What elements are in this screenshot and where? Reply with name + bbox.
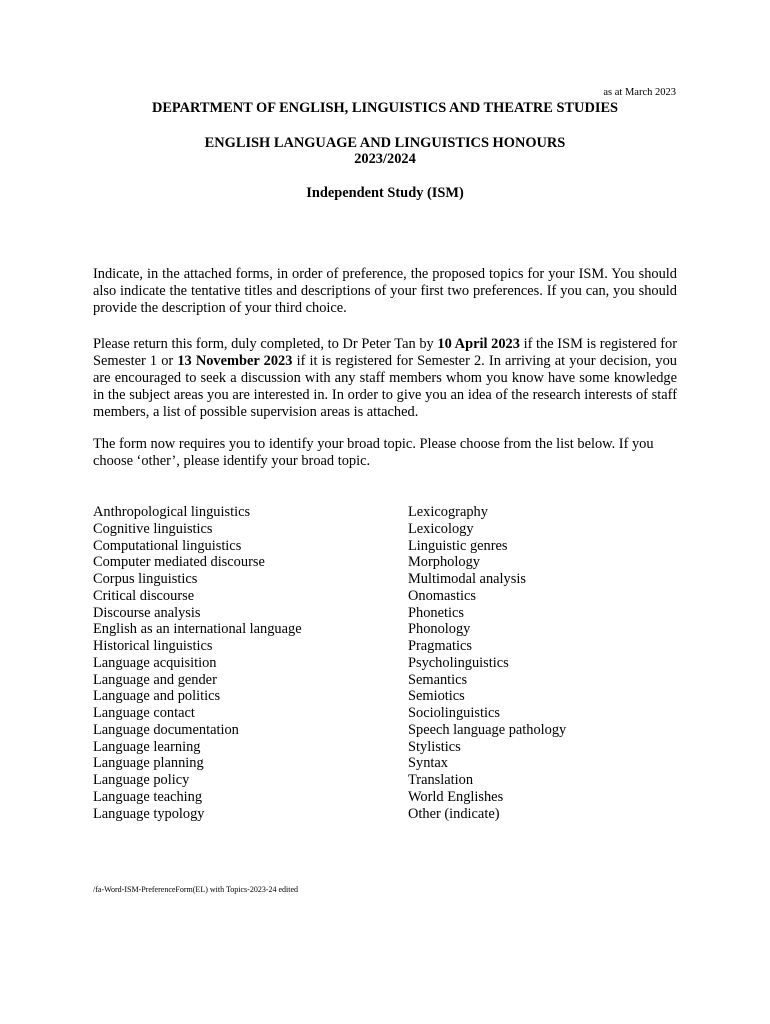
topic-item: Onomastics [408,587,476,604]
topic-item: Linguistic genres [408,537,508,554]
topic-item: Anthropological linguistics [93,504,251,520]
semester1-deadline: 10 April 2023 [437,336,520,352]
file-footer: /fa-Word-ISM-PreferenceForm(EL) with Topics-2023-24 edited [93,885,299,894]
topic-item: Discourse analysis [93,604,201,621]
semester2-deadline: 13 November 2023 [177,352,293,369]
topic-list-right [408,504,688,822]
submission-paragraph [93,336,677,421]
topic-item: Language typology [93,805,205,822]
programme-heading: ENGLISH LANGUAGE AND LINGUISTICS HONOURS [204,135,566,151]
submission-text-3: if it is registered for Semester 2. In arriving at your decision, you are encouraged to seek a discussion with any staff members whom you know have some knowledge in the subject areas you are interested in. In order to give you an idea of the research interests of staff members, a list of possible supervision areas is attached. [93,352,677,420]
topic-item: Language learning [93,738,201,755]
instructions-paragraph: Indicate, in the attached forms, in order of preference, the proposed topics for your ISM. You should also indicate the tentative titles and descriptions of your first two preferences. If you can, you should provide the description of your third choice. [93,266,677,316]
topic-item: Historical linguistics [93,638,213,654]
topic-item: Speech language pathology [408,721,567,738]
topic-item: Lexicology [408,520,474,537]
topic-item: Psycholinguistics [408,654,509,671]
topic-item: Language policy [93,772,190,788]
topic-item: English as an international language [93,621,302,638]
topic-item: Other (indicate) [408,805,500,822]
topic-list-left [93,504,393,822]
topic-item: Stylistics [408,738,461,755]
topic-item: Sociolinguistics [408,705,500,721]
topic-item: Language teaching [93,788,203,805]
topic-item: Language contact [93,705,195,721]
topic-item: Lexicography [408,504,488,520]
topic-item: Phonology [408,621,471,638]
topic-item: Morphology [408,554,480,571]
topic-item: Translation [408,772,474,788]
topic-item: Computational linguistics [93,537,242,554]
topic-item: Syntax [408,755,448,772]
topic-instructions-paragraph: The form now requires you to identify your broad topic. Please choose from the list below. If you choose ‘other’, please identify your broad topic. [93,436,654,469]
submission-text-2: if the ISM is registered for Semester 1 or [93,336,677,369]
topic-item: Computer mediated discourse [93,554,265,571]
department-heading: DEPARTMENT OF ENGLISH, LINGUISTICS AND THEATRE STUDIES [151,100,619,116]
submission-text-1: Please return this form, duly completed, to Dr Peter Tan by [93,336,438,352]
date-note: as at March 2023 [603,87,676,98]
topic-item: Corpus linguistics [93,571,198,587]
topic-item: Language acquisition [93,654,217,671]
topic-item: Critical discourse [93,587,195,604]
topic-item: Language and gender [93,671,217,688]
topic-item: Semantics [408,671,468,688]
topic-item: Language documentation [93,721,239,738]
topic-item: Multimodal analysis [408,571,526,587]
topic-item: Pragmatics [408,638,472,654]
module-title: Independent Study (ISM) [306,185,464,201]
topic-item: Cognitive linguistics [93,520,213,537]
topic-item: Semiotics [408,688,465,705]
topic-item: Language and politics [93,688,221,705]
topic-item: Phonetics [408,604,464,621]
academic-year: 2023/2024 [354,151,416,167]
topic-item: World Englishes [408,788,504,805]
topic-item: Language planning [93,755,204,772]
